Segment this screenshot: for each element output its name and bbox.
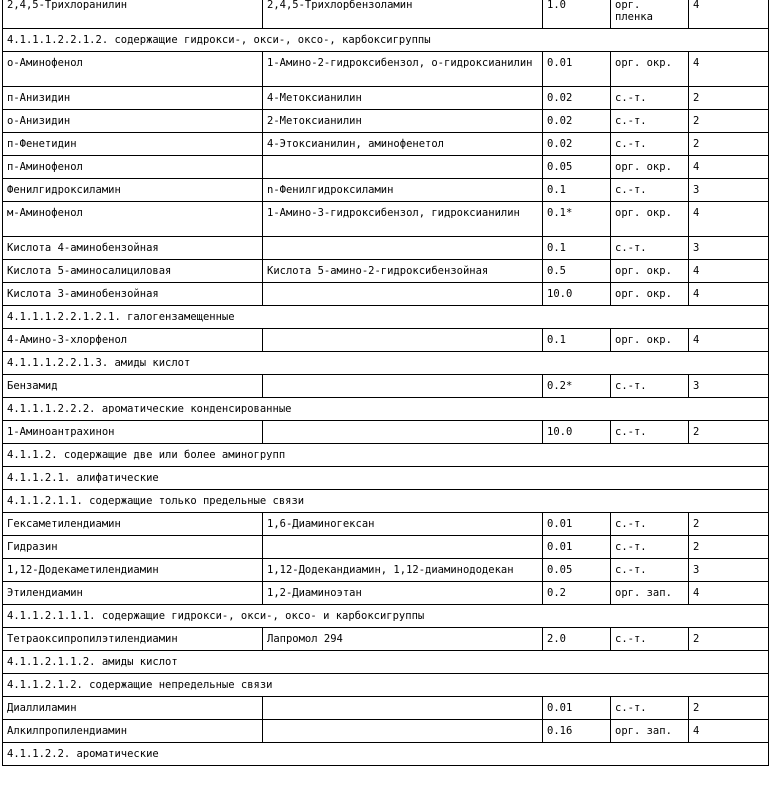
synonym-cell (263, 375, 543, 398)
concentration-value-cell: 0.16 (543, 720, 611, 743)
substance-name-cell: Фенилгидроксиламин (3, 179, 263, 202)
hazard-class-cell: 4 (689, 283, 769, 306)
section-header-row (3, 743, 769, 766)
table-row (3, 697, 769, 720)
concentration-value-cell: 0.5 (543, 260, 611, 283)
limiting-indicator-cell: с.-т. (611, 559, 689, 582)
concentration-value-cell: 1.0 (543, 0, 611, 29)
section-heading: 4.1.1.2.1. алифатические (3, 467, 769, 490)
table-row (3, 421, 769, 444)
limiting-indicator-cell: орг. окр. (611, 52, 689, 87)
hazard-class-cell: 2 (689, 133, 769, 156)
limiting-indicator-cell: с.-т. (611, 628, 689, 651)
section-header-row (3, 352, 769, 375)
table-row (3, 179, 769, 202)
synonym-cell (263, 421, 543, 444)
hazard-class-cell: 4 (689, 260, 769, 283)
hazard-class-cell: 3 (689, 179, 769, 202)
table-row (3, 87, 769, 110)
limiting-indicator-cell: с.-т. (611, 110, 689, 133)
table-row (3, 559, 769, 582)
table-row (3, 237, 769, 260)
concentration-value-cell: 0.1 (543, 237, 611, 260)
hazard-class-cell: 2 (689, 87, 769, 110)
limiting-indicator-cell: орг. зап. (611, 582, 689, 605)
substances-table (2, 0, 769, 766)
table-row (3, 52, 769, 87)
synonym-cell (263, 283, 543, 306)
substance-name-cell: п-Фенетидин (3, 133, 263, 156)
concentration-value-cell: 10.0 (543, 283, 611, 306)
limiting-indicator-cell: с.-т. (611, 375, 689, 398)
limiting-indicator-cell: орг. пленка (611, 0, 689, 29)
table-row (3, 260, 769, 283)
substance-name-cell: о-Анизидин (3, 110, 263, 133)
section-heading: 4.1.1.2.2. ароматические (3, 743, 769, 766)
hazard-class-cell: 2 (689, 697, 769, 720)
concentration-value-cell: 0.01 (543, 697, 611, 720)
substance-name-cell: Гексаметилендиамин (3, 513, 263, 536)
hazard-class-cell: 3 (689, 375, 769, 398)
limiting-indicator-cell: с.-т. (611, 179, 689, 202)
concentration-value-cell: 0.02 (543, 110, 611, 133)
synonym-cell (263, 237, 543, 260)
section-heading: 4.1.1.1.2.2.2. ароматические конденсированные (3, 398, 769, 421)
limiting-indicator-cell: орг. окр. (611, 202, 689, 237)
synonym-cell: Лапромол 294 (263, 628, 543, 651)
concentration-value-cell: 2.0 (543, 628, 611, 651)
synonym-cell: 4-Этоксианилин, аминофенетол (263, 133, 543, 156)
table-row (3, 0, 769, 29)
substance-name-cell: Кислота 5-аминосалициловая (3, 260, 263, 283)
table-row (3, 720, 769, 743)
concentration-value-cell: 0.01 (543, 513, 611, 536)
section-heading: 4.1.1.1.2.2.1.3. амиды кислот (3, 352, 769, 375)
section-header-row (3, 674, 769, 697)
substance-name-cell: Этилендиамин (3, 582, 263, 605)
limiting-indicator-cell: с.-т. (611, 133, 689, 156)
substance-name-cell: м-Аминофенол (3, 202, 263, 237)
limiting-indicator-cell: с.-т. (611, 513, 689, 536)
substance-name-cell: Кислота 3-аминобензойная (3, 283, 263, 306)
substance-name-cell: п-Анизидин (3, 87, 263, 110)
synonym-cell: 1-Амино-2-гидроксибензол, о-гидроксианилин (263, 52, 543, 87)
synonym-cell: 1,2-Диаминоэтан (263, 582, 543, 605)
synonym-cell (263, 720, 543, 743)
section-header-row (3, 29, 769, 52)
table-row (3, 110, 769, 133)
hazard-class-cell: 3 (689, 237, 769, 260)
hazard-class-cell: 3 (689, 559, 769, 582)
hazard-class-cell: 4 (689, 329, 769, 352)
concentration-value-cell: 0.01 (543, 52, 611, 87)
substance-name-cell: Гидразин (3, 536, 263, 559)
hazard-class-cell: 2 (689, 628, 769, 651)
substance-name-cell: Диаллиламин (3, 697, 263, 720)
synonym-cell (263, 536, 543, 559)
limiting-indicator-cell: орг. окр. (611, 260, 689, 283)
limiting-indicator-cell: орг. окр. (611, 329, 689, 352)
section-header-row (3, 398, 769, 421)
synonym-cell (263, 329, 543, 352)
table-row (3, 536, 769, 559)
concentration-value-cell: 10.0 (543, 421, 611, 444)
synonym-cell: 4-Метоксианилин (263, 87, 543, 110)
limiting-indicator-cell: орг. окр. (611, 156, 689, 179)
limiting-indicator-cell: с.-т. (611, 697, 689, 720)
table-row (3, 133, 769, 156)
limiting-indicator-cell: орг. зап. (611, 720, 689, 743)
hazard-class-cell: 2 (689, 536, 769, 559)
table-row (3, 156, 769, 179)
synonym-cell (263, 156, 543, 179)
limiting-indicator-cell: орг. окр. (611, 283, 689, 306)
hazard-class-cell: 4 (689, 156, 769, 179)
hazard-class-cell: 2 (689, 513, 769, 536)
concentration-value-cell: 0.05 (543, 559, 611, 582)
section-heading: 4.1.1.1.2.2.1.2.1. галогензамещенные (3, 306, 769, 329)
section-header-row (3, 490, 769, 513)
substance-name-cell: п-Аминофенол (3, 156, 263, 179)
synonym-cell: 1,12-Додекандиамин, 1,12-диаминододекан (263, 559, 543, 582)
synonym-cell: n-Фенилгидроксиламин (263, 179, 543, 202)
concentration-value-cell: 0.05 (543, 156, 611, 179)
limiting-indicator-cell: с.-т. (611, 536, 689, 559)
concentration-value-cell: 0.1* (543, 202, 611, 237)
synonym-cell: 1-Амино-3-гидроксибензол, гидроксианилин (263, 202, 543, 237)
synonym-cell: 1,6-Диаминогексан (263, 513, 543, 536)
hazard-class-cell: 4 (689, 582, 769, 605)
substance-name-cell: 2,4,5-Трихлоранилин (3, 0, 263, 29)
substance-name-cell: 1,12-Додекаметилендиамин (3, 559, 263, 582)
substance-name-cell: Бензамид (3, 375, 263, 398)
table-row (3, 202, 769, 237)
limiting-indicator-cell: с.-т. (611, 421, 689, 444)
synonym-cell (263, 697, 543, 720)
hazard-class-cell: 2 (689, 421, 769, 444)
concentration-value-cell: 0.2* (543, 375, 611, 398)
section-header-row (3, 444, 769, 467)
synonym-cell: Кислота 5-амино-2-гидроксибензойная (263, 260, 543, 283)
concentration-value-cell: 0.1 (543, 179, 611, 202)
substance-name-cell: Тетраоксипропилэтилендиамин (3, 628, 263, 651)
section-header-row (3, 467, 769, 490)
limiting-indicator-cell: с.-т. (611, 237, 689, 260)
concentration-value-cell: 0.02 (543, 87, 611, 110)
concentration-value-cell: 0.02 (543, 133, 611, 156)
section-header-row (3, 651, 769, 674)
hazard-class-cell: 4 (689, 202, 769, 237)
section-heading: 4.1.1.2.1.1. содержащие только предельные связи (3, 490, 769, 513)
table-row (3, 513, 769, 536)
hazard-class-cell: 4 (689, 0, 769, 29)
substance-name-cell: Алкилпропилендиамин (3, 720, 263, 743)
section-heading: 4.1.1.2.1.2. содержащие непредельные связи (3, 674, 769, 697)
hazard-class-cell: 2 (689, 110, 769, 133)
synonym-cell: 2,4,5-Трихлорбензоламин (263, 0, 543, 29)
synonym-cell: 2-Метоксианилин (263, 110, 543, 133)
section-heading: 4.1.1.2.1.1.1. содержащие гидрокси-, окси-, оксо- и карбоксигруппы (3, 605, 769, 628)
table-row (3, 582, 769, 605)
concentration-value-cell: 0.1 (543, 329, 611, 352)
section-heading: 4.1.1.1.2.2.1.2. содержащие гидрокси-, окси-, оксо-, карбоксигруппы (3, 29, 769, 52)
substance-name-cell: 1-Аминоантрахинон (3, 421, 263, 444)
section-header-row (3, 605, 769, 628)
substance-name-cell: Кислота 4-аминобензойная (3, 237, 263, 260)
substance-name-cell: 4-Амино-3-хлорфенол (3, 329, 263, 352)
limiting-indicator-cell: с.-т. (611, 87, 689, 110)
table-row (3, 329, 769, 352)
concentration-value-cell: 0.01 (543, 536, 611, 559)
substance-name-cell: о-Аминофенол (3, 52, 263, 87)
section-heading: 4.1.1.2.1.1.2. амиды кислот (3, 651, 769, 674)
section-heading: 4.1.1.2. содержащие две или более аминогрупп (3, 444, 769, 467)
hazard-class-cell: 4 (689, 52, 769, 87)
hazard-class-cell: 4 (689, 720, 769, 743)
table-row (3, 375, 769, 398)
section-header-row (3, 306, 769, 329)
table-body (3, 0, 769, 766)
table-row (3, 283, 769, 306)
table-row (3, 628, 769, 651)
concentration-value-cell: 0.2 (543, 582, 611, 605)
